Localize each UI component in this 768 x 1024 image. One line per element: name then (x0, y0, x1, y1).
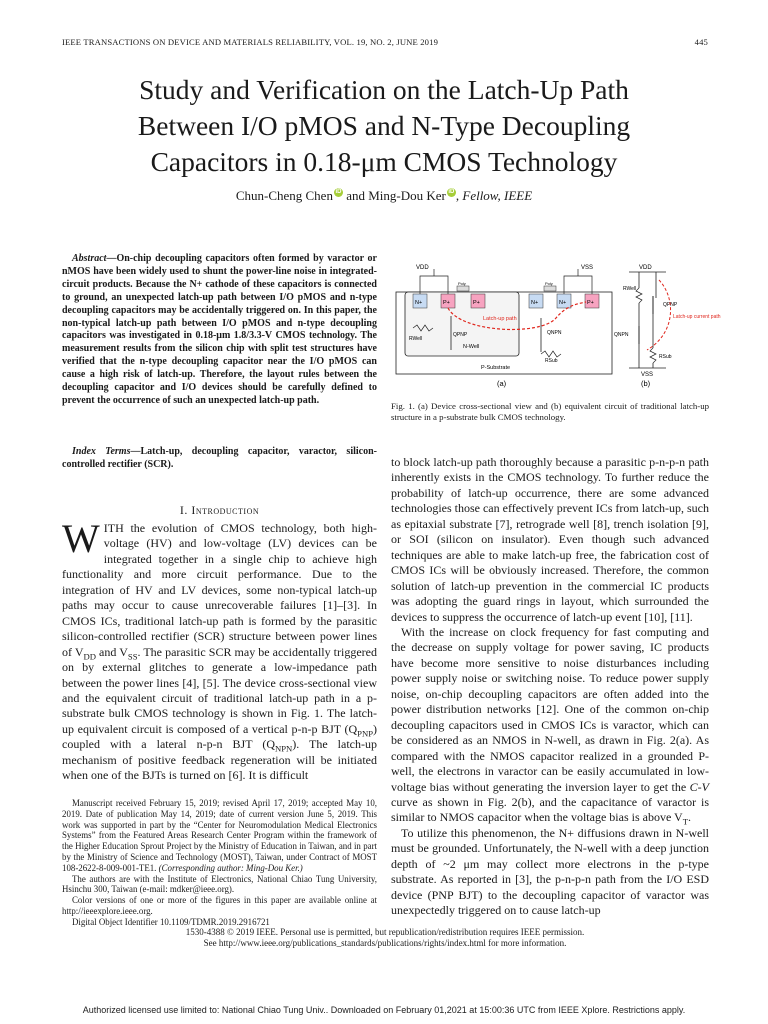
body-text: ITH the evolution of CMOS technology, both high-voltage (HV) and low-voltage (LV) devices can be integrated together in a single chip to achieve high functionality and more circuit performance. Due to the integration of HV and LV devices, some non-typical latch-up paths may occur to cause unrecoverable failures [1]–[3]. In CMOS ICs, traditional latch-up path is formed by the parasitic silicon-controlled rectifier (SCR) structure between power lines of V (62, 521, 377, 659)
abstract-text: —On-chip decoupling capacitors often formed by varactor or nMOS have been widely used to shunt the power-line noise in integrated-circuit products. Because the N+ cathode of these capacitors is connected to ground, an unexpected latch-up path between I/O pMOS and n-type decoupling capacitors may be accidentally triggered on. In this paper, the non-typical latch-up path between I/O pMOS and n-type decoupling capacitors was investigated in 0.18-μm 1.8/3.3-V CMOS technology. The measurement results from the silicon chip with split test structures have verified that the n-type decoupling capacitor near the I/O pMOS can cause a high risk of latch-up. Therefore, the layout rules between the decoupling capacitor and I/O devices should be carefully defined to prevent the occurrence of such an unexpected latch-up path. (62, 253, 377, 406)
footnote (62, 798, 377, 928)
vss-b-label: VSS (641, 372, 654, 378)
n-plus-label: N+ (531, 300, 539, 306)
figure-1-caption: Fig. 1. (a) Device cross-sectional view and (b) equivalent circuit of traditional latch-up structure in a p-substrate bulk CMOS technology. (391, 401, 709, 422)
vdd-wire (420, 276, 448, 294)
latch-up-current-arrow (647, 280, 671, 350)
rwell-b-label: RWell (623, 286, 637, 292)
abstract (62, 253, 377, 408)
figure-1-drawing (391, 258, 721, 392)
footnote-affiliation: The authors are with the Institute of Electronics, National Chiao Tung University, Hsinchu 300, Taiwan (e-mail: mdker@ieee.org). (62, 873, 377, 895)
subfigure-b-label: (b) (641, 379, 651, 388)
journal-name: IEEE TRANSACTIONS ON DEVICE AND MATERIALS RELIABILITY, VOL. 19, NO. 2, JUNE 2019 (62, 37, 439, 47)
poly-label: Poly (545, 281, 553, 286)
subscript: PNP (357, 728, 373, 739)
footnote-color[interactable]: Color versions of one or more of the figures in this paper are available online at http://ieeexplore.ieee.org. (62, 895, 377, 916)
running-head (62, 37, 708, 47)
title-line-1: Study and Verification on the Latch-Up Path (139, 74, 629, 105)
poly-gate (544, 286, 556, 291)
vss-wire (564, 276, 592, 294)
subscript: DD (83, 651, 96, 662)
download-notice: Authorized licensed use limited to: National Chiao Tung Univ.. Downloaded on February 01,2021 at 15:00:36 UTC from IEEE Xplore. Restrictions apply. (82, 1005, 686, 1015)
drop-cap: W (62, 516, 100, 561)
p-plus-label: P+ (587, 300, 594, 306)
copyright-line-1: 1530-4388 © 2019 IEEE. Personal use is permitted, but republication/redistribution requires IEEE permission. (185, 927, 585, 937)
cv-italic: C-V (689, 779, 709, 794)
body-text: . (688, 810, 691, 825)
latch-up-current-label: Latch-up current path (673, 314, 721, 320)
p-plus-label: P+ (473, 300, 480, 306)
paragraph-decoupling (391, 625, 709, 826)
rsub-b-resistor (650, 348, 656, 363)
intro-paragraph (62, 516, 377, 784)
rsub-b-label: RSub (659, 354, 672, 360)
footnote-manuscript (62, 798, 377, 874)
author-line (60, 188, 708, 204)
section-heading (62, 503, 377, 518)
author-separator: , (455, 188, 463, 203)
title-line-3: Capacitors in 0.18-μm CMOS Technology (150, 146, 618, 177)
paragraph-continued: to block latch-up path thoroughly because a parasitic p-n-p-n path inherently exists in the CMOS technology. To further reduce the probability of latch-up occurrence, there are some advanced technologies those can effectively prevent ICs from latch-up, such as epitaxial substrate [7], retrograde well [8], trench isolation [9], or SOI (silicon on insulator). Even though such advanced techniques are able to make latch-up free, the fabrication cost of CMOS ICs will be obviously increased. Therefore, the common solution of latch-up prevention in the commercial IC products was adopting the guard rings in layout, which surrounded the devices to suppress the occurrence of latch-up event [10], [11]. (391, 455, 710, 624)
n-well-label: N-Well (463, 344, 480, 350)
footnote-text: Manuscript received February 15, 2019; revised April 17, 2019; accepted May 10, 2019. Date of publication May 14, 2019; date of current version June 5, 2019. This work was supported in part by the “Center for Neuromodulation Medical Electronics Systems” from the Featured Areas Research Center Program within the framework of the Higher Education Sprout Project by the Ministry of Education in Taiwan, and in part by the Ministry of Science and Technology (MOST), Taiwan, under Contract of MOST 108-2622-8-009-001-TE1. (62, 798, 377, 873)
p-plus-label: P+ (443, 300, 450, 306)
body-text: curve as shown in Fig. 2(b), and the capacitance of varactor is similar to NMOS capacitor when the voltage bias is above V (391, 794, 709, 825)
vss-label: VSS (581, 265, 594, 271)
body-text: With the increase on clock frequency for fast computing and the decrease on supply voltage for power saving, IC products have become more sensitive to noise disturbances including power supply noise or switching noise. To reduce power supply noise, on-chip decoupling capacitors are often added into the power distribution networks [12]. One of the common on-chip decoupling capacitors used in CMOS ICs is varactor, which can be considered as an NMOS in N-well, as drawn in Fig. 2(a). As compared with the NMOS capacitor realized in a grounded P-well, the electrons in varactor can be easily accumulated in low-voltage bias without generating the inversion layer to get the (391, 624, 709, 794)
corresponding-author: (Corresponding author: Ming-Dou Ker.) (158, 862, 303, 873)
rsub-resistor (541, 351, 561, 357)
rwell-b-resistor (636, 288, 642, 303)
vdd-label: VDD (416, 265, 429, 271)
body-text: . The parasitic SCR may be accidentally triggered on by external glitches to generate a low-impedance path between the power lines [4], [5]. The device cross-sectional view and the equivalent circuit of traditional latch-up path in a p-substrate bulk CMOS technology is shown in Fig. 1. The latch-up equivalent circuit is composed of a vertical p-n-p BJT (Q (62, 644, 377, 736)
index-terms-label: Index Terms (72, 446, 131, 457)
rwell-label: RWell (409, 336, 423, 342)
subscript: NPN (274, 743, 293, 754)
qnpn-label: QNPN (547, 330, 562, 336)
index-terms-text: —Latch-up, decoupling capacitor, varactor, silicon-controlled rectifier (SCR). (62, 446, 377, 470)
index-terms (62, 446, 377, 472)
page-number: 445 (694, 37, 708, 47)
figure-1 (391, 258, 721, 392)
author-grade: Fellow, IEEE (462, 188, 533, 203)
subfigure-a-label: (a) (497, 379, 507, 388)
poly-gate (457, 286, 469, 291)
footnote-doi[interactable]: Digital Object Identifier 10.1109/TDMR.2019.2916721 (72, 916, 270, 927)
author-1: Chun-Cheng Chen (235, 188, 333, 203)
n-plus-label: N+ (559, 300, 567, 306)
latch-up-path-label: Latch-up path (483, 316, 517, 322)
orcid-icon[interactable]: iD (335, 189, 342, 195)
qpnp-b-label: QPNP (663, 302, 678, 308)
p-substrate-label: P-Substrate (481, 365, 511, 371)
body-text: ) coupled with a lateral n-p-n BJT (Q (62, 721, 377, 752)
poly-label: Poly (458, 281, 466, 286)
right-column-text (391, 455, 709, 919)
qnpn-b-label: QNPN (614, 332, 629, 338)
body-text: ). The latch-up mechanism of positive feedback regeneration will be initiated when one of the BJTs is turned on [6]. It is difficult (62, 737, 377, 783)
copyright-notice (62, 927, 708, 949)
orcid-icon[interactable]: iD (448, 189, 455, 195)
author-conjunction: and (342, 188, 369, 203)
subscript: SS (127, 651, 138, 662)
paragraph-nwell: To utilize this phenomenon, the N+ diffusions drawn in N-well must be grounded. Unfortunately, the N-well with a deep junction depth of ~2 μm may collect more electrons in the p-type substrate. As reported in [3], the p-n-p-n path from the I/O ESD device (PNP BJT) to the decoupling capacitor of varactor was unexpectedly triggered on to cause latch-up (391, 825, 709, 918)
copyright-line-2[interactable]: See http://www.ieee.org/publications_standards/publications/rights/index.html for more information. (203, 938, 567, 948)
title-line-2: Between I/O pMOS and N-Type Decoupling (137, 110, 631, 141)
vdd-b-label: VDD (639, 265, 652, 271)
author-2: Ming-Dou Ker (368, 188, 446, 203)
body-text: and V (95, 644, 128, 659)
section-heading-text: I. Introduction (179, 503, 260, 517)
abstract-label: Abstract (72, 253, 107, 264)
n-plus-label: N+ (415, 300, 423, 306)
paper-title (40, 72, 728, 180)
qpnp-label: QPNP (453, 332, 468, 338)
rsub-label: RSub (545, 358, 558, 364)
subscript: T (682, 816, 688, 827)
